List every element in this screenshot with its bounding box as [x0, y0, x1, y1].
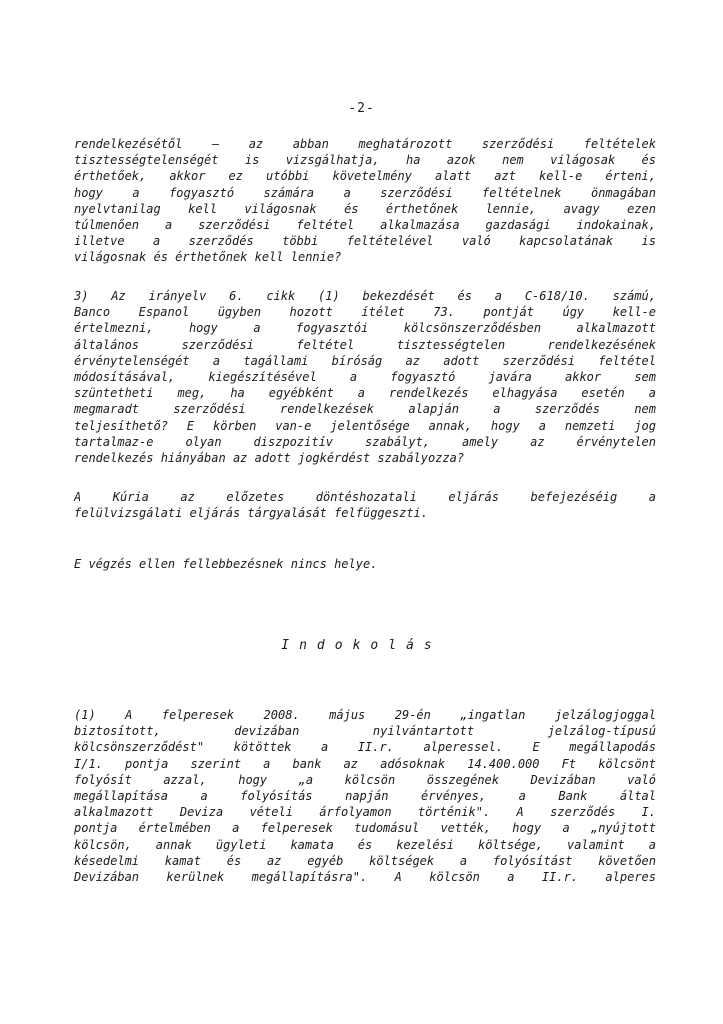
text-line: I/1. pontja szerint a bank az adósoknak 14.400.000 Ft kölcsönt	[74, 756, 656, 771]
text-line: tisztességtelenségét is vizsgálhatja, ha azok nem világosak és	[74, 153, 656, 168]
text-line: világosnak és érthetőnek kell lennie?	[74, 250, 342, 265]
text-line: megmaradt szerződési rendelkezések alapján a szerződés nem	[74, 402, 656, 417]
text-line: rendelkezésétől – az abban meghatározott szerződési feltételek	[74, 137, 656, 151]
paragraph-reasoning-1	[74, 707, 656, 885]
page-number: -2-	[348, 101, 375, 116]
text-line: nyelvtanilag kell világosnak és érthetőnek lennie, avagy ezen	[74, 201, 656, 216]
text-line: biztosított, devizában nyilvántartott jelzálog-típusú	[74, 724, 656, 739]
text-line: folyósít azzal, hogy „a kölcsön összegének Devizában való	[74, 772, 656, 787]
text-line: értelmezni, hogy a fogyasztói kölcsönszerződésben alkalmazott	[74, 321, 656, 336]
text-line: rendelkezés hiányában az adott jogkérdést szabályozza?	[74, 451, 465, 466]
text-line: késedelmi kamat és az egyéb költségek a folyósítást követően	[74, 853, 656, 868]
text-line: módosításával, kiegészítésével a fogyasztó javára akkor sem	[74, 370, 656, 385]
text-line: A Kúria az előzetes döntéshozatali eljárás befejezéséig a	[74, 490, 656, 504]
text-line: általános szerződési feltétel tisztességtelen rendelkezésének	[74, 337, 656, 352]
text-line: illetve a szerződés többi feltételével való kapcsolatának is	[74, 234, 656, 249]
paragraph-question-3	[74, 288, 656, 466]
text-line: alkalmazott Deviza vételi árfolyamon történik". A szerződés I.	[74, 805, 656, 820]
text-line: szüntetheti meg, ha egyébként a rendelkezés elhagyása esetén a	[74, 386, 656, 401]
text-line: felülvizsgálati eljárás tárgyalását felfüggeszti.	[74, 506, 429, 521]
text-line: túlmenően a szerződési feltétel alkalmazása gazdasági indokainak,	[74, 218, 656, 233]
text-line: kölcsönszerződést" kötöttek a II.r. alperessel. E megállapodás	[74, 740, 656, 755]
text-line: érvénytelenségét a tagállami bíróság az adott szerződési feltétel	[74, 353, 656, 368]
text-line: (1) A felperesek 2008. május 29-én „ingatlan jelzálogjoggal	[74, 708, 656, 722]
text-line: Banco Espanol ügyben hozott ítélet 73. pontját úgy kell-e	[74, 305, 656, 320]
text-line: 3) Az irányelv 6. cikk (1) bekezdését és a C-618/10. számú,	[74, 289, 656, 303]
text-line: érthetőek, akkor ez utóbbi követelmény alatt azt kell-e érteni,	[74, 169, 656, 184]
paragraph-no-appeal	[74, 556, 656, 572]
paragraph-question-continuation	[74, 136, 656, 266]
text-line: teljesíthető? E körben van-e jelentősége annak, hogy a nemzeti jog	[74, 418, 656, 433]
text-line: tartalmaz-e olyan diszpozitív szabályt, amely az érvénytelen	[74, 434, 656, 449]
text-line: hogy a fogyasztó számára a szerződési feltételnek önmagában	[74, 185, 656, 200]
text-line: megállapítása a folyósítás napján érvényes, a Bank által	[74, 789, 656, 804]
paragraph-suspension	[74, 489, 656, 521]
text-line: pontja értelmében a felperesek tudomásul vették, hogy a „nyújtott	[74, 821, 656, 836]
section-heading: Indokolás	[281, 638, 442, 653]
text-line: Devizában kerülnek megállapításra". A kölcsön a II.r. alperes	[74, 870, 656, 885]
text-line: kölcsön, annak ügyleti kamata és kezelési költsége, valamint a	[74, 837, 656, 852]
text-line: E végzés ellen fellebbezésnek nincs helye.	[74, 557, 378, 571]
